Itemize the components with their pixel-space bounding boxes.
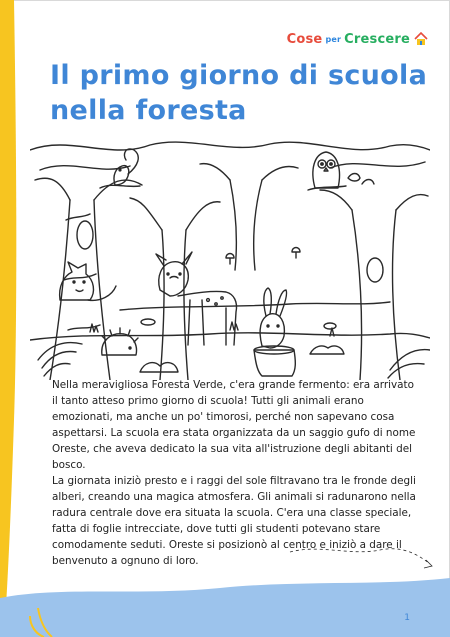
logo-word-per: per [325,34,342,44]
page-number: 1 [404,613,410,623]
page-title [50,58,430,128]
forest-animals-illustration [30,140,430,380]
house-icon [414,32,428,46]
story-paragraph: Nella meravigliosa Foresta Verde, c'era grande fermento: era arrivato il tanto atteso primo giorno di scuola! Tutti gli animali erano emozionati, ma anche un po' timorosi, perché non sapevano cosa aspettarsi. La scuola era stata organizzata da un saggio gufo di nome Oreste, che aveva dedicato la sua vita all'istruzione degli abitanti del bosco. [52,379,416,471]
title-line-2: nella foresta [50,95,247,126]
site-logo [287,28,428,50]
bottom-wave-decoration [0,540,450,637]
title-line-1: Il primo giorno di scuola [50,60,428,91]
logo-word-cose: Cose [286,31,323,47]
story-paragraph: La giornata iniziò presto e i raggi del sole filtravano tra le fronde degli alberi, creando una magica atmosfera. Gli animali si radunarono nella radura centrale dove era situata la scuola. C'era una classe speciale, fatta di foglie intrecciate, dove tutti gli studenti potevano stare comodamente seduti. Oreste si posizionò al centro e iniziò a dare il benvenuto a ognuno di loro. [52,475,416,567]
logo-word-crescere: Crescere [344,31,410,47]
